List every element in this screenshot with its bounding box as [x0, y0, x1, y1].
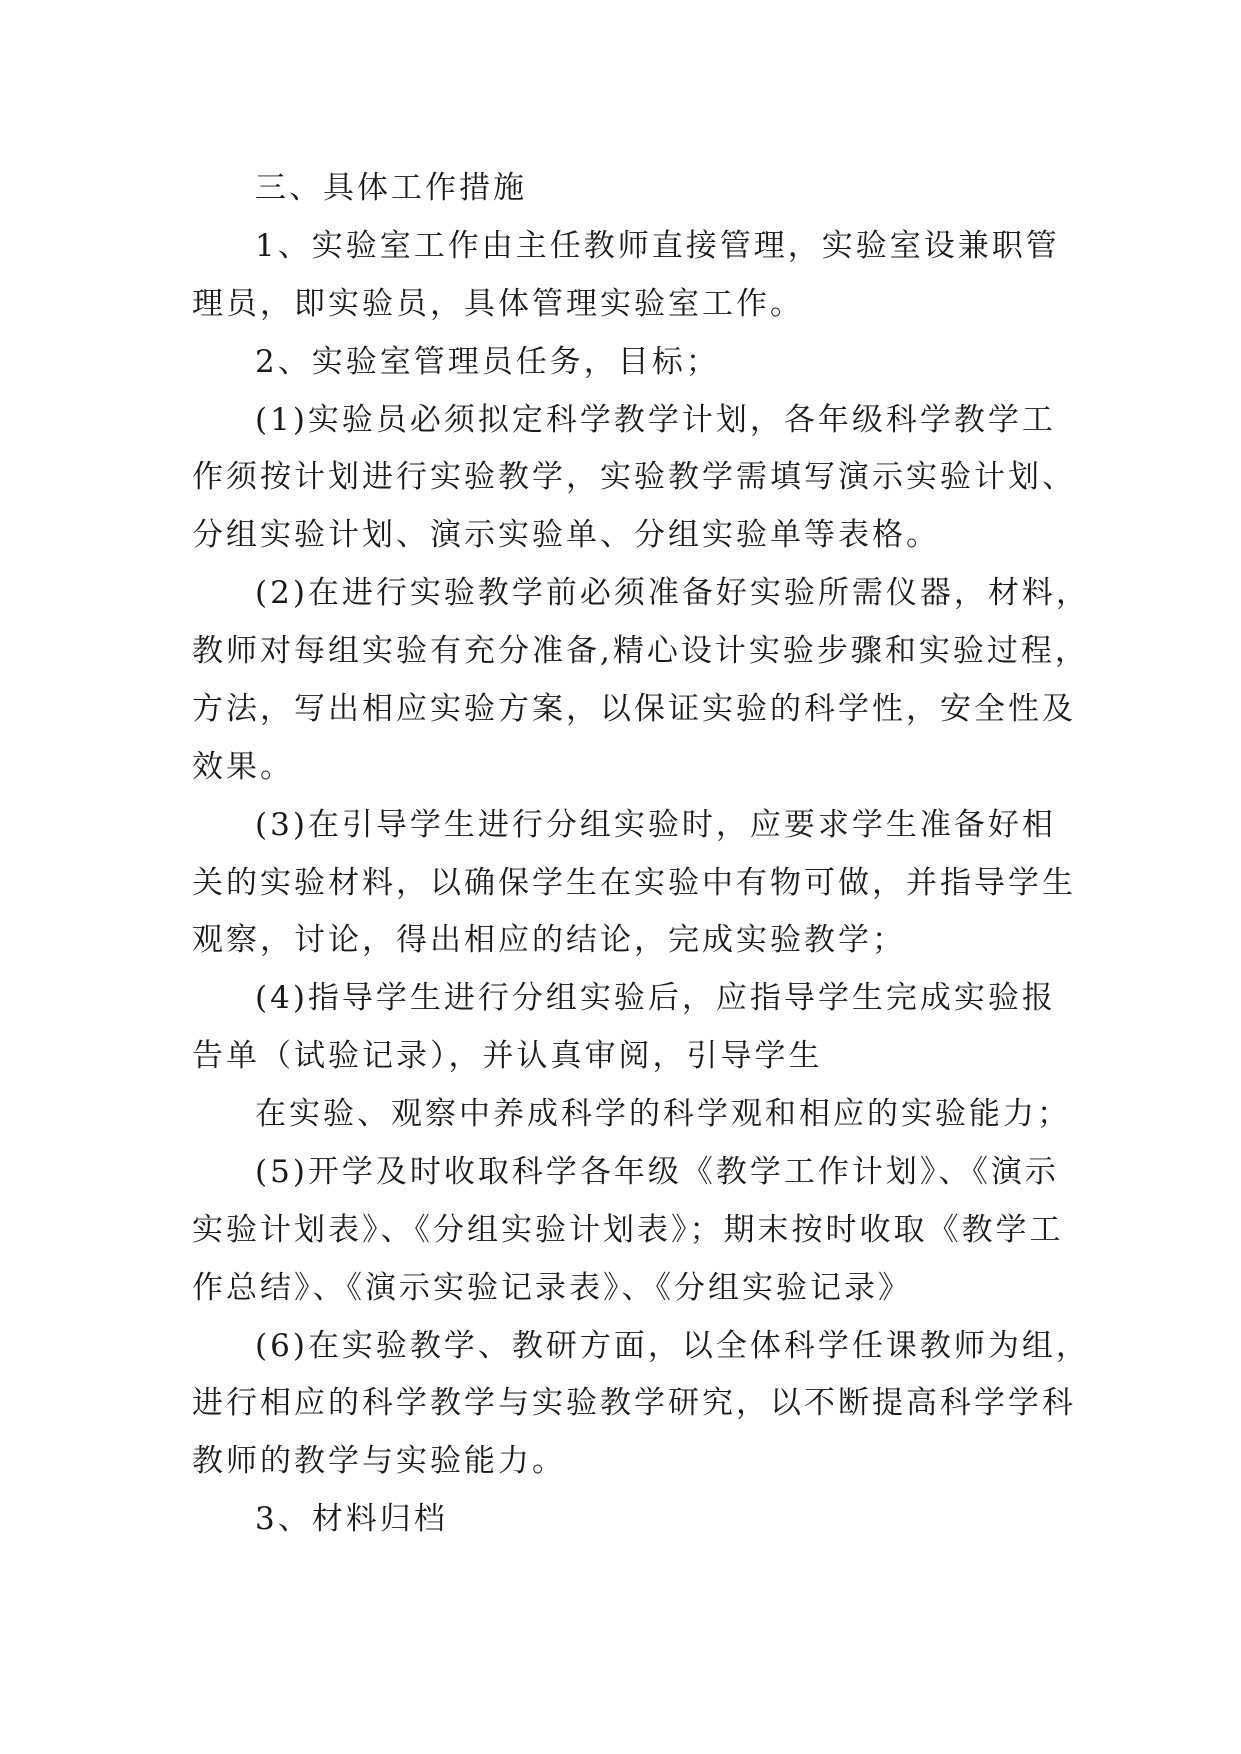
- paragraph-line: 分组实验计划、演示实验单、分组实验单等表格。: [192, 517, 940, 553]
- paragraph-line: (1)实验员必须拟定科学教学计划，各年级科学教学工: [255, 402, 1056, 438]
- paragraph-line: 进行相应的科学教学与实验教学研究，以不断提高科学学科: [192, 1385, 1076, 1421]
- section-heading: 三、具体工作措施: [255, 170, 527, 206]
- paragraph-line: 1、实验室工作由主任教师直接管理，实验室设兼职管: [255, 228, 1060, 264]
- paragraph-line: 观察，讨论，得出相应的结论，完成实验教学；: [192, 922, 906, 958]
- paragraph-line: (6)在实验教学、教研方面，以全体科学任课教师为组，: [255, 1328, 1090, 1364]
- paragraph-line: 关的实验材料，以确保学生在实验中有物可做，并指导学生: [192, 865, 1076, 901]
- paragraph-line: 实验计划表》、《分组实验计划表》；期末按时收取《教学工: [192, 1212, 1064, 1248]
- paragraph-line: (5)开学及时收取科学各年级《教学工作计划》、《演示: [255, 1154, 1059, 1190]
- paragraph-line: 教师的教学与实验能力。: [192, 1443, 566, 1479]
- paragraph-line: 2、实验室管理员任务，目标；: [255, 344, 720, 380]
- section-heading: 3、材料归档: [255, 1501, 448, 1537]
- paragraph-line: (4)指导学生进行分组实验后，应指导学生完成实验报: [255, 980, 1056, 1016]
- paragraph-line: 理员，即实验员，具体管理实验室工作。: [192, 286, 804, 322]
- paragraph-line: 在实验、观察中养成科学的科学观和相应的实验能力；: [255, 1096, 1071, 1132]
- paragraph-line: 告单（试验记录），并认真审阅，引导学生: [192, 1038, 823, 1074]
- paragraph-line: 效果。: [192, 749, 294, 785]
- paragraph-line: 教师对每组实验有充分准备,精心设计实验步骤和实验过程，: [192, 633, 1089, 669]
- paragraph-line: 作须按计划进行实验教学，实验教学需填写演示实验计划、: [192, 459, 1076, 495]
- paragraph-line: 作总结》、《演示实验记录表》、《分组实验记录》: [192, 1270, 912, 1306]
- paragraph-line: (3)在引导学生进行分组实验时，应要求学生准备好相: [255, 807, 1056, 843]
- paragraph-line: 方法，写出相应实验方案，以保证实验的科学性，安全性及: [192, 691, 1076, 727]
- paragraph-line: (2)在进行实验教学前必须准备好实验所需仪器，材料，: [255, 575, 1090, 611]
